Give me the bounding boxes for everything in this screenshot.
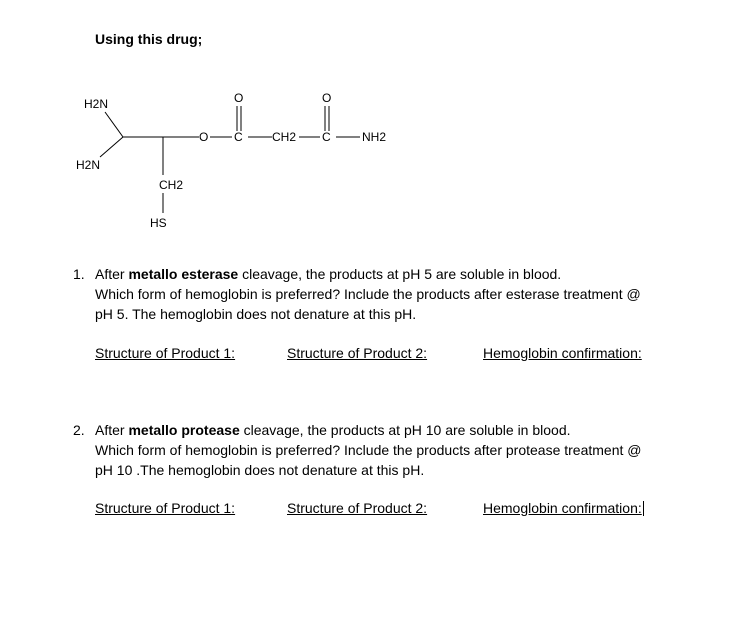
question-line-2: Which form of hemoglobin is preferred? Include the products after protease treatment @ [95, 442, 642, 458]
field-label-hemoglobin[interactable]: Hemoglobin confirmation: [483, 500, 642, 516]
question-line-2: Which form of hemoglobin is preferred? Include the products after esterase treatment @ [95, 286, 641, 302]
enzyme-name: metallo protease [128, 422, 240, 438]
label-ch2-side: CH2 [159, 178, 184, 192]
label-carbon-2: C [322, 130, 331, 144]
label-nh2: NH2 [362, 130, 387, 144]
field-label-product-1[interactable]: Structure of Product 1: [95, 500, 236, 516]
question-number: 1. [73, 266, 85, 282]
text-cursor [643, 501, 644, 516]
field-label-product-2[interactable]: Structure of Product 2: [287, 345, 428, 361]
field-label-product-1[interactable]: Structure of Product 1: [95, 345, 236, 361]
field-label-product-2[interactable]: Structure of Product 2: [287, 500, 428, 516]
question-text-post: cleavage, the products at pH 10 are soluble in blood. [239, 422, 571, 438]
question-line-3: pH 10 .The hemoglobin does not denature at this pH. [95, 462, 425, 478]
label-h2n-top: H2N [84, 97, 109, 111]
question-text-pre: After [95, 266, 129, 282]
label-carbonyl-oxygen-1: O [234, 91, 244, 105]
label-ester-oxygen: O [199, 130, 209, 144]
page-title: Using this drug; [95, 31, 203, 47]
label-ch2-chain: CH2 [272, 130, 297, 144]
question-line-1 [95, 264, 561, 284]
question-line-3: pH 5. The hemoglobin does not denature at this pH. [95, 306, 417, 322]
question-text-post: cleavage, the products at pH 5 are soluble in blood. [238, 266, 562, 282]
label-hs: HS [150, 216, 167, 230]
question-number: 2. [73, 422, 85, 438]
label-carbonyl-oxygen-2: O [322, 91, 332, 105]
field-hemoglobin-wrap[interactable] [483, 500, 644, 518]
label-carbon-1: C [234, 130, 243, 144]
bond-amine-bottom [100, 137, 123, 157]
field-label-hemoglobin[interactable]: Hemoglobin confirmation: [483, 345, 642, 361]
label-h2n-bottom: H2N [76, 158, 101, 172]
question-text-pre: After [95, 422, 129, 438]
enzyme-name: metallo esterase [128, 266, 239, 282]
question-line-1 [95, 420, 571, 440]
bond-amine-top [105, 112, 123, 137]
drug-structure-diagram [0, 0, 736, 260]
